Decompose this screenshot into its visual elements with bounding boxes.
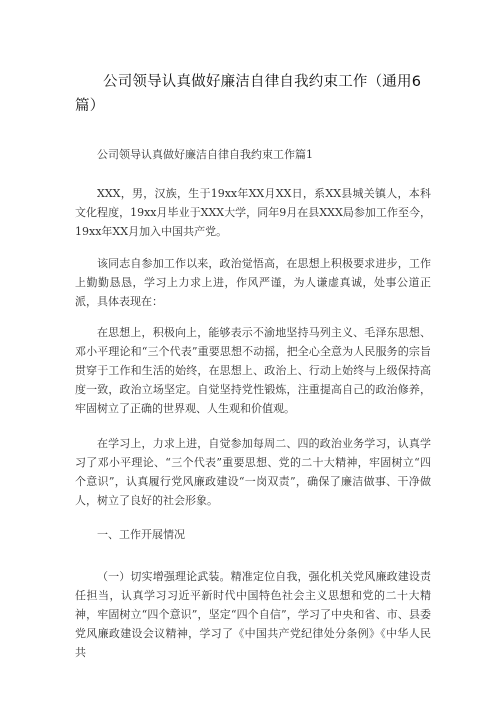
paragraph-4: 在学习上，力求上进，自觉参加每周二、四的政治业务学习，认真学习了邓小平理论、“三个代表”重要思想、党的二十大精神，牢固树立“四个意识”，认真履行党风廉政建设“一岗双责”，确保了廉洁做事、干净做人，树立了良好的社会形象。 [75,437,431,507]
paragraph-1: XXX，男，汉族，生于19xx年XX月XX日，系XX县城关镇人，本科文化程度，19xx月毕业于XXX大学，同年9月在县XXX局参加工作至今，19xx年XX月加入中国共产党。 [75,187,431,238]
paragraph-3: 在思想上，积极向上，能够表示不渝地坚持马列主义、毛泽东思想、邓小平理论和“三个代表”重要思想不动摇，把全心全意为人民服务的宗旨贯穿于工作和生活的始终，在思想上、政治上、行动上始终与上级保持高度一致，政治立场坚定。自觉坚持党性锻炼，注重提高自己的政治修养，牢固树立了正确的世界观、人生观和价值观。 [75,326,431,415]
section-heading: 一、工作开展情况 [97,528,185,541]
paragraph-2: 该同志自参加工作以来，政治觉悟高，在思想上积极要求进步，工作上勤勤恳恳，学习上力求上进，作风严谨，为人谦虚真诚，处事公道正派，具体表现在： [75,257,431,308]
document-title: 公司领导认真做好廉洁自律自我约束工作（通用6篇） [75,74,422,114]
document-subtitle: 公司领导认真做好廉洁自律自我约束工作篇1 [97,148,313,161]
section-paragraph: （一）切实增强理论武装。精准定位自我，强化机关党风廉政建设责任担当，认真学习习近平新时代中国特色社会主义思想和党的二十大精神，牢固树立“四个意识”，坚定“四个自信”，学习了中央和省、市、县委党风廉政建设会议精神，学习了《中国共产党纪律处分条例》《中华人民共 [75,570,431,659]
